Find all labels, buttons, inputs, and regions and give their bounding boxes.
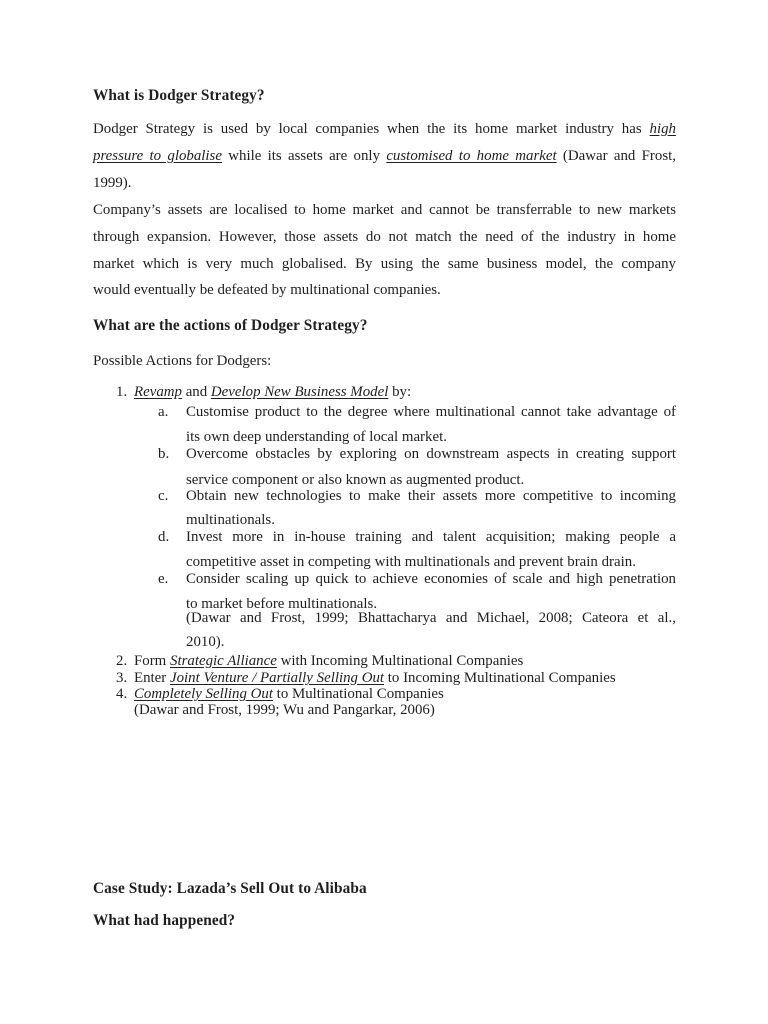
list-item-4-marker: 4. — [116, 686, 128, 702]
para-intro-line-1 — [93, 120, 676, 139]
text-run: with Incoming Multinational Companies — [276, 653, 524, 669]
list-sub-a-marker: a. — [158, 404, 169, 420]
heading-case-study-lazada: Case Study: Lazada’s Sell Out to Alibaba — [93, 880, 367, 897]
emphasis-customised-to-home-market: customised to home market — [386, 148, 557, 164]
list-sub-e-line-2: to market before multinationals. — [186, 596, 378, 612]
text-run: Form — [134, 653, 170, 669]
list-sub-b-marker: b. — [158, 446, 170, 462]
text-run: (Dawar and Frost, — [556, 148, 676, 164]
list-sub-d-line-1: Invest more in in-house training and talent acquisition; making people a — [186, 529, 676, 545]
text-run: by: — [388, 384, 412, 400]
para-intro-line-3: 1999). — [93, 175, 132, 191]
text-run: while its assets are only — [221, 148, 387, 164]
list-sub-b-line-1: Overcome obstacles by exploring on downstream aspects in creating support — [186, 446, 676, 462]
para-assets-line-2: through expansion. However, those assets do not match the need of the industry in home — [93, 229, 676, 245]
citation-inner-line-1: (Dawar and Frost, 1999; Bhattacharya and Michael, 2008; Cateora et al., — [186, 610, 676, 626]
emphasis-high-pressure-start: high — [649, 121, 676, 137]
list-sub-c-marker: c. — [158, 488, 169, 504]
list-item-1-marker: 1. — [116, 384, 128, 400]
para-assets-line-4: would eventually be defeated by multinational companies. — [93, 282, 441, 298]
text-run: Dodger Strategy is used by local companies when the its home market industry has — [93, 121, 650, 137]
emphasis-develop-new-business-model: Develop New Business Model — [210, 384, 389, 400]
list-sub-a-line-1: Customise product to the degree where multinational cannot take advantage of — [186, 404, 676, 420]
list-sub-a-line-2: its own deep understanding of local market. — [186, 429, 447, 445]
list-item-3-marker: 3. — [116, 670, 128, 686]
para-assets-line-3: market which is very much globalised. By using the same business model, the company — [93, 256, 676, 272]
list-item-1 — [134, 383, 676, 402]
list-sub-c-line-1: Obtain new technologies to make their assets more competitive to incoming — [186, 488, 676, 504]
text-run: to Multinational Companies — [272, 686, 444, 702]
text-run: and — [181, 384, 211, 400]
list-sub-e-line-1: Consider scaling up quick to achieve economies of scale and high penetration — [186, 571, 676, 587]
citation-inner-line-2: 2010). — [186, 634, 225, 650]
list-sub-e-marker: e. — [158, 571, 169, 587]
list-item-2-marker: 2. — [116, 653, 128, 669]
para-assets-line-1: Company’s assets are localised to home market and cannot be transferrable to new markets — [93, 202, 676, 218]
para-intro-line-2 — [93, 147, 676, 166]
text-run: Enter — [134, 670, 170, 686]
emphasis-strategic-alliance: Strategic Alliance — [170, 653, 277, 669]
list-sub-b-line-2: service component or also known as augmented product. — [186, 472, 525, 488]
emphasis-revamp: Revamp — [134, 384, 182, 400]
emphasis-joint-venture-partially-selling-out: Joint Venture / Partially Selling Out — [169, 670, 385, 686]
list-sub-d-line-2: competitive asset in competing with multinationals and prevent brain drain. — [186, 554, 636, 570]
emphasis-pressure-to-globalise: pressure to globalise — [93, 148, 222, 164]
heading-what-is-dodger-strategy: What is Dodger Strategy? — [93, 87, 265, 104]
text-run: to Incoming Multinational Companies — [384, 670, 616, 686]
citation-final: (Dawar and Frost, 1999; Wu and Pangarkar, 2006) — [134, 702, 435, 718]
para-possible-actions: Possible Actions for Dodgers: — [93, 353, 272, 369]
heading-actions-of-dodger-strategy: What are the actions of Dodger Strategy? — [93, 317, 368, 334]
heading-what-had-happened: What had happened? — [93, 912, 236, 929]
list-sub-c-line-2: multinationals. — [186, 512, 275, 528]
emphasis-completely-selling-out: Completely Selling Out — [134, 686, 273, 702]
list-sub-d-marker: d. — [158, 529, 170, 545]
